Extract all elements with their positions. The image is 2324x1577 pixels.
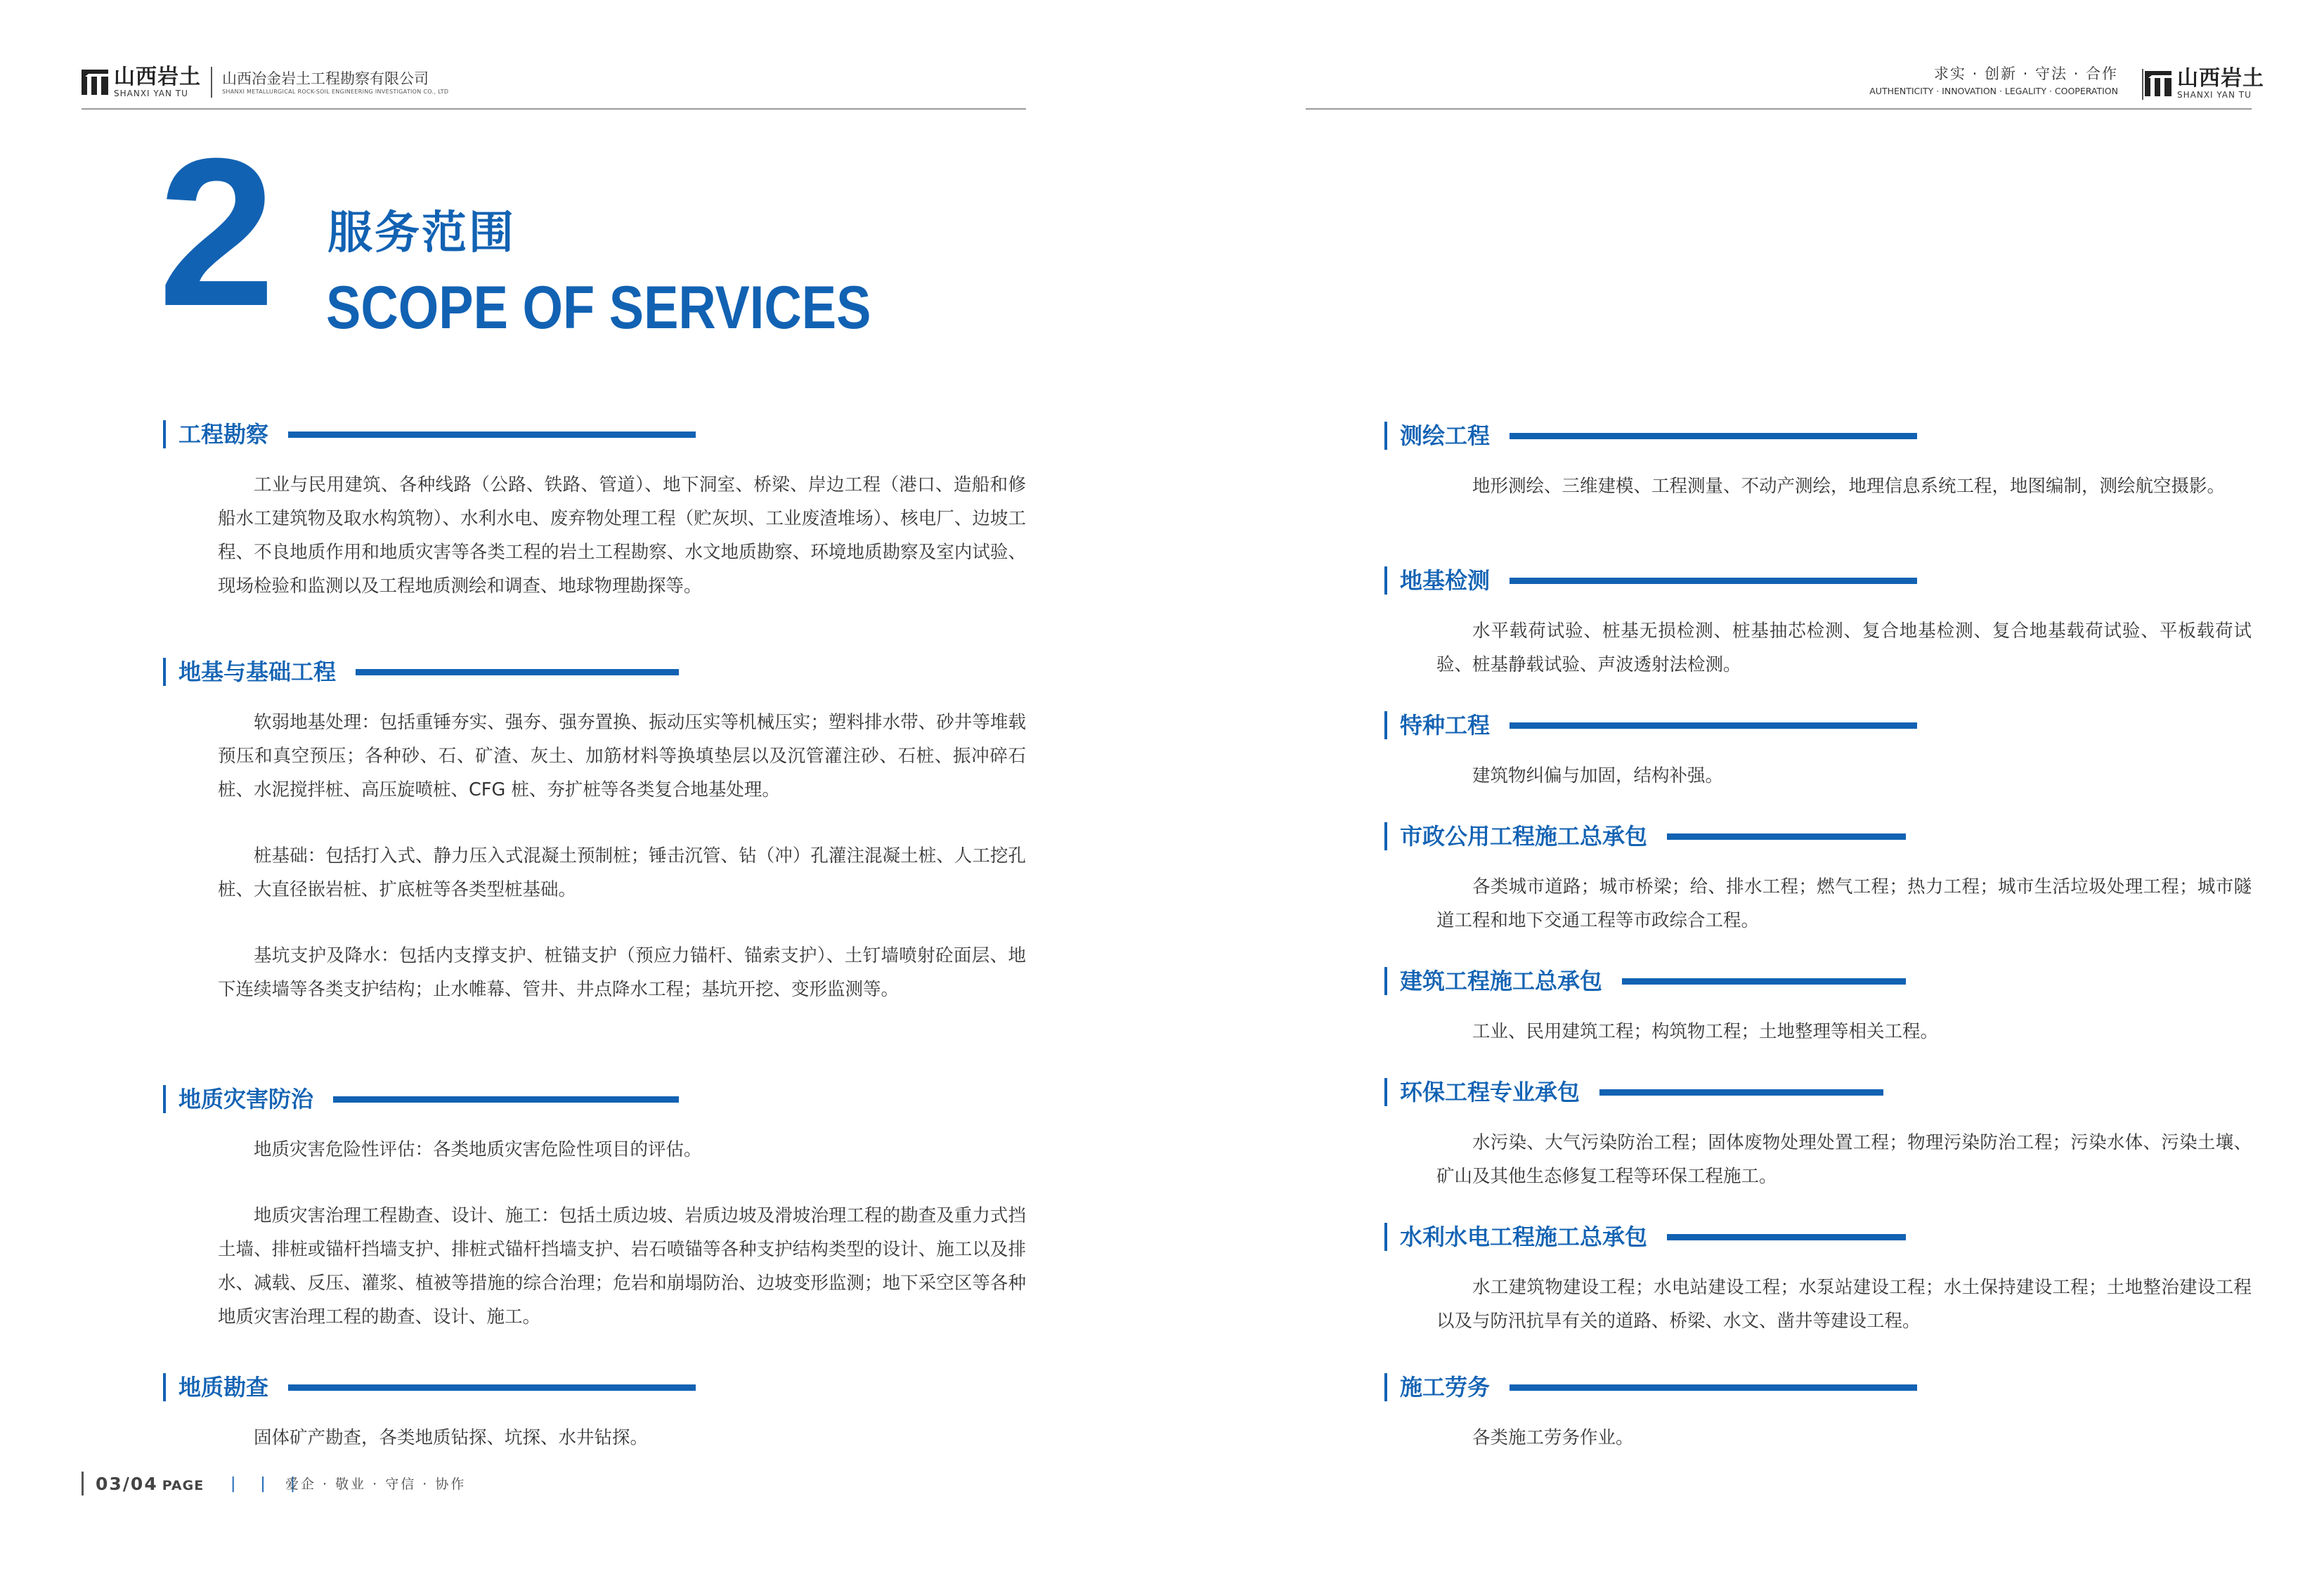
section-heading-hydro: [1384, 1223, 1906, 1251]
footer-motto: 爱企 · 敬业 · 守信 · 协作: [285, 1477, 467, 1492]
heading-bar: [1384, 566, 1387, 595]
heading-rule: [1622, 978, 1906, 985]
section-title: 地质勘查: [178, 1374, 269, 1401]
heading-rule: [1599, 1089, 1883, 1096]
page-title-en: SCOPE OF SERVICES: [326, 274, 871, 342]
header-right-logo: [2145, 67, 2264, 100]
paragraph: 建筑物纠偏与加固，结构补强。: [1472, 765, 1724, 786]
section-title: 环保工程专业承包: [1400, 1079, 1580, 1105]
section-title: 水利水电工程施工总承包: [1400, 1224, 1648, 1250]
section-heading-environmental: [1384, 1078, 1883, 1106]
heading-bar: [163, 658, 166, 686]
page-number: [96, 1473, 204, 1497]
heading-bar: [1384, 711, 1387, 739]
section-title: 市政公用工程施工总承包: [1400, 823, 1648, 850]
motto-cn: 求实 · 创新 · 守法 · 合作: [1933, 65, 2118, 82]
motto-en: AUTHENTICITY · INNOVATION · LEGALITY · COOPERATION: [1869, 86, 2118, 96]
section-heading-survey: [163, 420, 696, 448]
heading-rule: [1667, 833, 1906, 840]
heading-rule: [1510, 1384, 1917, 1391]
company-logo-icon: [82, 70, 108, 95]
page-title-cn: 服务范围: [327, 207, 516, 259]
paragraph: 水污染、大气污染防治工程；固体废物处理处置工程；物理污染防治工程；污染水体、污染土壤、矿山及其他生态修复工程等环保工程施工。: [1436, 1132, 2252, 1187]
header-rule-left: [82, 108, 1026, 110]
section-title: 地基与基础工程: [178, 658, 337, 685]
heading-rule: [288, 431, 696, 438]
logo-en: SHANXI YAN TU: [2177, 90, 2252, 100]
paragraph: 地质灾害治理工程勘查、设计、施工：包括土质边坡、岩质边坡及滑坡治理工程的勘查及重力式挡土墙、排桩或锚杆挡墙支护、排桩式锚杆挡墙支护、岩石喷锚等各种支护结构类型的设计、施工以及排水、减载、反压、灌浆、植被等措施的综合治理；危岩和崩塌防治、边坡变形监测；地下采空区等各种地质灾害治理工程的勘查、设计、施工。: [218, 1205, 1026, 1328]
company-name-en: SHANXI METALLURGICAL ROCK-SOIL ENGINEERING INVESTIGATION CO., LTD: [222, 88, 449, 95]
section-heading-geohazard: [163, 1085, 679, 1113]
paragraph: 桩基础：包括打入式、静力压入式混凝土预制桩；锤击沉管、钻（冲）孔灌注混凝土桩、人工挖孔桩、大直径嵌岩桩、扩底桩等各类型桩基础。: [218, 845, 1026, 900]
heading-rule: [356, 669, 679, 675]
chapter-number: 2: [158, 114, 275, 350]
heading-rule: [1510, 578, 1917, 584]
heading-rule: [333, 1096, 679, 1103]
heading-bar: [1384, 422, 1387, 450]
heading-bar: [1384, 967, 1387, 995]
heading-bar: [1384, 822, 1387, 850]
section-heading-special: [1384, 711, 1917, 739]
section-title: 特种工程: [1400, 712, 1491, 739]
logo-separator: [211, 67, 212, 98]
heading-bar: [163, 420, 166, 448]
page-number-value: 03/04: [96, 1474, 158, 1494]
section-heading-municipal: [1384, 822, 1906, 850]
section-heading-construction: [1384, 967, 1906, 995]
logo-text: [2177, 67, 2264, 100]
paragraph: 基坑支护及降水：包括内支撑支护、桩锚支护（预应力锚杆、锚索支护）、土钉墙喷射砼面层、地下连续墙等各类支护结构；止水帷幕、管井、井点降水工程；基坑开挖、变形监测等。: [218, 945, 1026, 1000]
heading-bar: [163, 1373, 166, 1401]
company-name: [222, 70, 448, 96]
page-label: PAGE: [162, 1478, 205, 1493]
header-left: [82, 66, 448, 98]
paragraph: 地质灾害危险性评估：各类地质灾害危险性项目的评估。: [254, 1139, 702, 1160]
paragraph: 各类城市道路；城市桥梁；给、排水工程；燃气工程；热力工程；城市生活垃圾处理工程；城市隧道工程和地下交通工程等市政综合工程。: [1436, 876, 2252, 931]
section-title: 测绘工程: [1400, 422, 1491, 449]
section-title: 地基检测: [1400, 567, 1491, 594]
section-title: 地质灾害防治: [178, 1086, 314, 1112]
logo-text: [114, 66, 201, 98]
section-heading-foundation: [163, 658, 679, 686]
paragraph: 软弱地基处理：包括重锤夯实、强夯、强夯置换、振动压实等机械压实；塑料排水带、砂井等堆载预压和真空预压；各种砂、石、矿渣、灰土、加筋材料等换填垫层以及沉管灌注砂、石桩、振冲碎石桩、水泥搅拌桩、高压旋喷桩、CFG 桩、夯扩桩等各类复合地基处理。: [218, 712, 1026, 800]
paragraph: 水平载荷试验、桩基无损检测、桩基抽芯检测、复合地基检测、复合地基载荷试验、平板载荷试验、桩基静载试验、声波透射法检测。: [1436, 621, 2252, 675]
section-title: 建筑工程施工总承包: [1400, 968, 1603, 994]
logo-en: SHANXI YAN TU: [114, 89, 188, 98]
heading-rule: [1510, 433, 1917, 439]
company-name-cn: 山西冶金岩土工程勘察有限公司: [222, 70, 429, 87]
paragraph: 工业与民用建筑、各种线路（公路、铁路、管道）、地下洞室、桥梁、岸边工程（港口、造船和修船水工建筑物及取水构筑物）、水利水电、废弃物处理工程（贮灰坝、工业废渣堆场）、核电厂、边坡工程、不良地质作用和地质灾害等各类工程的岩土工程勘察、水文地质勘察、环境地质勘察及室内试验、现场检验和监测以及工程地质测绘和调查、地球物理勘探等。: [218, 474, 1026, 597]
paragraph: 各类施工劳务作业。: [1472, 1427, 1634, 1448]
paragraph: 地形测绘、三维建模、工程测量、不动产测绘，地理信息系统工程，地图编制，测绘航空摄影。: [1472, 476, 2226, 497]
logo-cn: 山西岩土: [114, 65, 201, 89]
section-heading-inspection: [1384, 566, 1917, 595]
section-title: 施工劳务: [1400, 1374, 1491, 1401]
header-motto: [1799, 65, 2118, 97]
header-rule-right: [1306, 108, 2252, 110]
heading-rule: [1667, 1234, 1906, 1240]
company-logo-icon: [2145, 71, 2172, 96]
logo-cn: 山西岩土: [2177, 66, 2264, 91]
heading-bar: [1384, 1373, 1387, 1401]
heading-bar: [1384, 1223, 1387, 1251]
paragraph: 工业、民用建筑工程；构筑物工程；土地整理等相关工程。: [1472, 1021, 1939, 1042]
section-heading-geology: [163, 1373, 696, 1401]
paragraph: 固体矿产勘查，各类地质钻探、坑探、水井钻探。: [254, 1427, 649, 1448]
heading-bar: [1384, 1078, 1387, 1106]
section-title: 工程勘察: [178, 421, 269, 448]
heading-rule: [288, 1384, 696, 1391]
footer-bar: [82, 1472, 84, 1495]
heading-rule: [1510, 722, 1917, 729]
paragraph: 水工建筑物建设工程；水电站建设工程；水泵站建设工程；水土保持建设工程；土地整治建设工程以及与防汛抗旱有关的道路、桥梁、水文、凿井等建设工程。: [1436, 1277, 2252, 1332]
section-heading-surveying: [1384, 422, 1917, 450]
section-heading-labor: [1384, 1373, 1917, 1401]
footer-ticks: | | |: [231, 1475, 306, 1493]
header-right-separator: [2142, 69, 2143, 100]
heading-bar: [163, 1085, 166, 1113]
